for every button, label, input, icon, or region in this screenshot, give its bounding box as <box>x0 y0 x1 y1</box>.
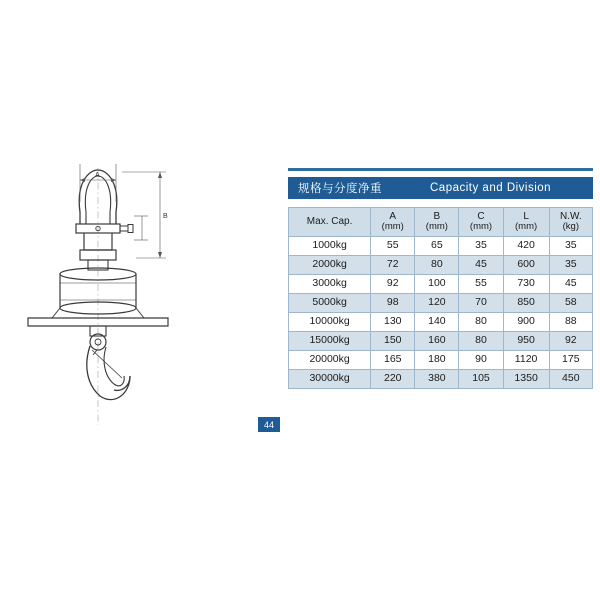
accent-rule <box>288 168 593 171</box>
table-row <box>289 275 593 294</box>
page-number-tab <box>258 417 280 432</box>
cell-max-cap: 1000kg <box>289 237 371 256</box>
cell-a: 220 <box>371 370 415 389</box>
cell-a: 55 <box>371 237 415 256</box>
cell-c: 105 <box>459 370 503 389</box>
column-header-label: Max. Cap. <box>306 215 353 227</box>
table-row <box>289 332 593 351</box>
specification-block <box>288 168 593 389</box>
table-row <box>289 237 593 256</box>
cell-nw: 92 <box>549 332 592 351</box>
cell-l: 900 <box>503 313 549 332</box>
column-header-c <box>459 208 503 237</box>
dimension-label-a: A <box>95 172 100 179</box>
column-header-label: L <box>523 210 529 222</box>
table-row <box>289 370 593 389</box>
cell-c: 70 <box>459 294 503 313</box>
cell-b: 120 <box>415 294 459 313</box>
column-header-l <box>503 208 549 237</box>
cell-b: 380 <box>415 370 459 389</box>
cell-c: 80 <box>459 332 503 351</box>
cell-a: 130 <box>371 313 415 332</box>
column-header-b <box>415 208 459 237</box>
column-header-unit: (kg) <box>562 221 579 233</box>
cell-b: 160 <box>415 332 459 351</box>
cell-a: 165 <box>371 351 415 370</box>
drawing-svg <box>10 150 260 450</box>
cell-a: 98 <box>371 294 415 313</box>
table-row <box>289 256 593 275</box>
cell-max-cap: 2000kg <box>289 256 371 275</box>
cell-b: 80 <box>415 256 459 275</box>
cell-c: 55 <box>459 275 503 294</box>
column-header-label: A <box>389 210 397 222</box>
page-number: 44 <box>263 419 274 430</box>
cell-nw: 35 <box>549 237 592 256</box>
cell-l: 1350 <box>503 370 549 389</box>
cell-l: 1120 <box>503 351 549 370</box>
table-row <box>289 294 593 313</box>
table-row <box>289 351 593 370</box>
cell-a: 72 <box>371 256 415 275</box>
cell-l: 950 <box>503 332 549 351</box>
table-row <box>289 313 593 332</box>
cell-c: 90 <box>459 351 503 370</box>
dimension-label-b: B <box>163 213 168 220</box>
cell-b: 65 <box>415 237 459 256</box>
cell-nw: 450 <box>549 370 592 389</box>
cell-max-cap: 5000kg <box>289 294 371 313</box>
specification-table <box>288 207 593 389</box>
cell-c: 45 <box>459 256 503 275</box>
column-header-unit: (mm) <box>381 221 404 233</box>
spec-title-english: Capacity and Division <box>430 182 552 194</box>
cell-l: 730 <box>503 275 549 294</box>
spec-title-bar <box>288 177 593 199</box>
cell-a: 150 <box>371 332 415 351</box>
column-header-max-cap <box>289 208 371 237</box>
column-header-unit: (mm) <box>425 221 448 233</box>
cell-a: 92 <box>371 275 415 294</box>
column-header-unit: (mm) <box>515 221 538 233</box>
cell-c: 80 <box>459 313 503 332</box>
cell-max-cap: 20000kg <box>289 351 371 370</box>
cell-l: 420 <box>503 237 549 256</box>
cell-c: 35 <box>459 237 503 256</box>
column-header-label: C <box>477 210 485 222</box>
cell-l: 850 <box>503 294 549 313</box>
column-header-a <box>371 208 415 237</box>
cell-b: 140 <box>415 313 459 332</box>
spec-title-chinese: 规格与分度净重 <box>298 181 382 195</box>
cell-nw: 88 <box>549 313 592 332</box>
cell-nw: 45 <box>549 275 592 294</box>
cell-max-cap: 30000kg <box>289 370 371 389</box>
cell-nw: 58 <box>549 294 592 313</box>
column-header-nw <box>549 208 592 237</box>
cell-b: 180 <box>415 351 459 370</box>
cell-l: 600 <box>503 256 549 275</box>
cell-max-cap: 15000kg <box>289 332 371 351</box>
table-header-row <box>289 208 593 237</box>
cell-nw: 35 <box>549 256 592 275</box>
column-header-label: B <box>433 210 441 222</box>
cell-nw: 175 <box>549 351 592 370</box>
column-header-unit: (mm) <box>469 221 493 233</box>
cell-max-cap: 10000kg <box>289 313 371 332</box>
cell-b: 100 <box>415 275 459 294</box>
product-line-drawing <box>10 150 260 450</box>
cell-max-cap: 3000kg <box>289 275 371 294</box>
column-header-label: N.W. <box>559 210 582 222</box>
